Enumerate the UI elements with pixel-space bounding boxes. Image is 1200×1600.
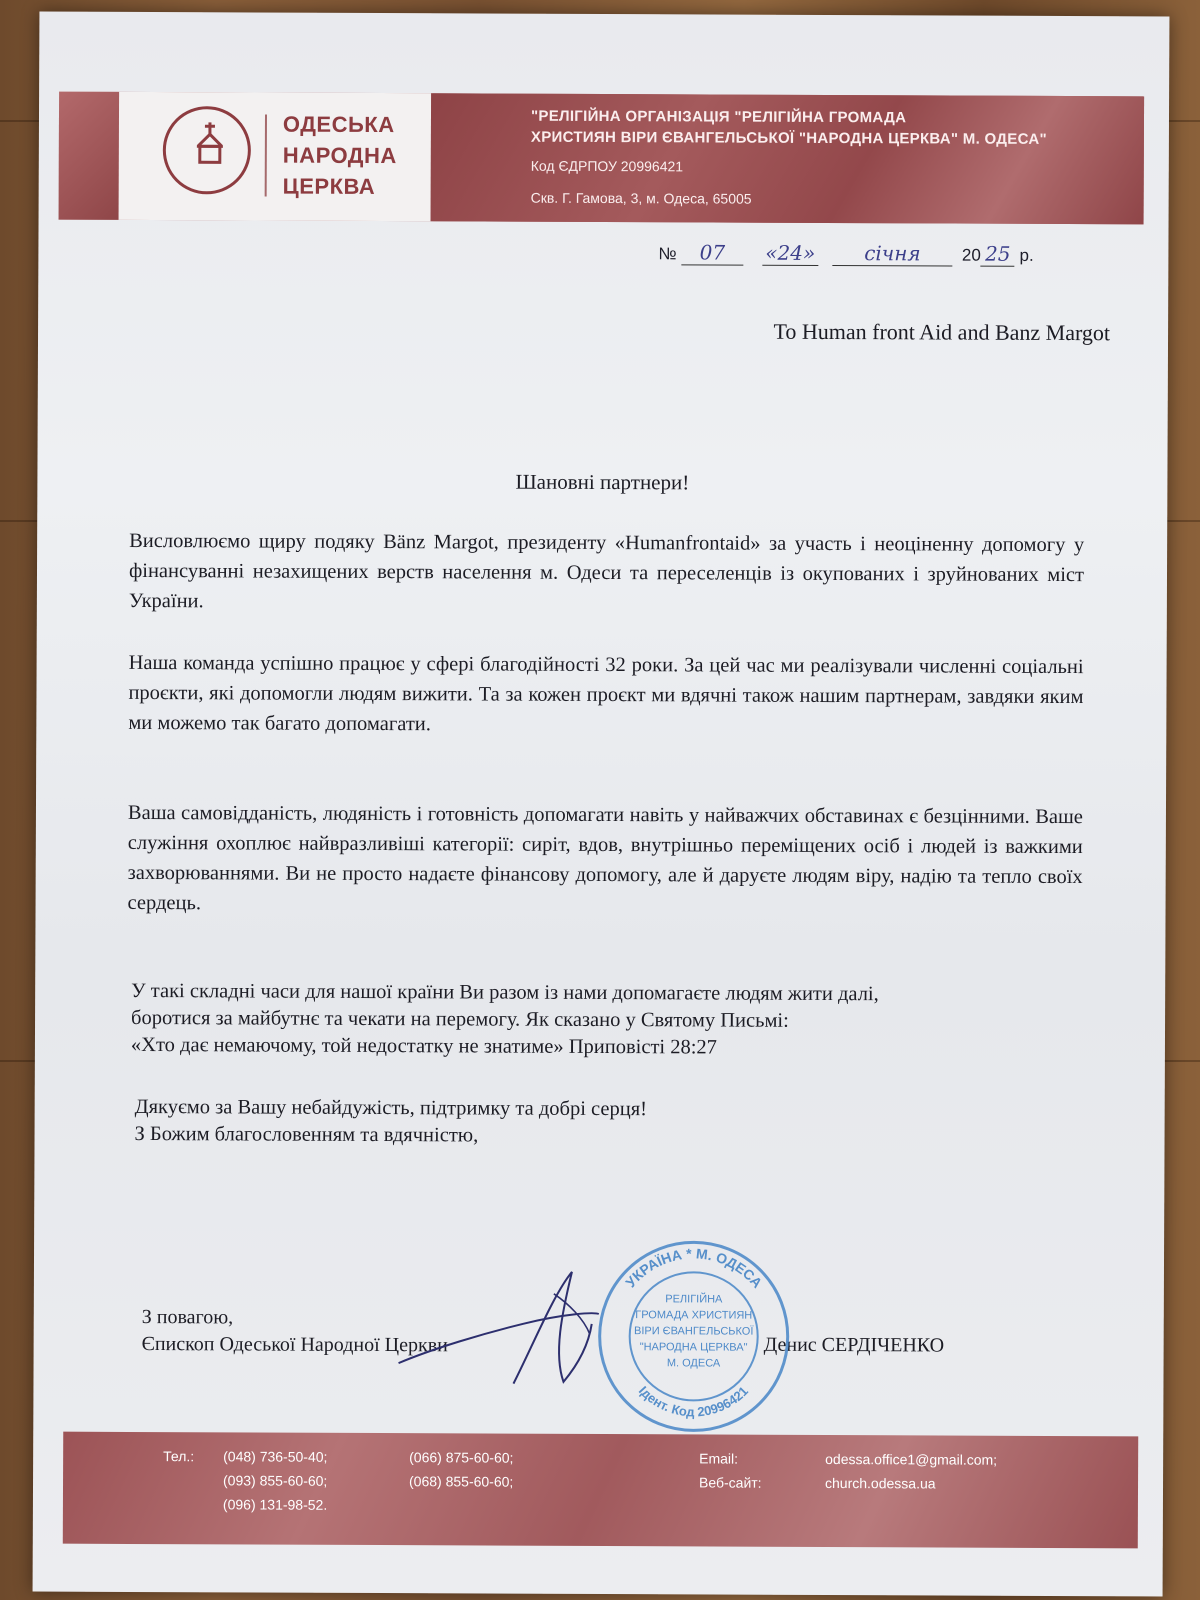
- stamp-inner-line: ГРОМАДА ХРИСТИЯН: [635, 1309, 753, 1322]
- scripture-quote: «Хто дає немаючому, той недостатку не знатиме» Приповісті 28:27: [130, 1033, 718, 1059]
- phones-column-2: [409, 1445, 514, 1493]
- letter-number: 07: [681, 240, 743, 265]
- email-address: odessa.office1@gmail.com;: [825, 1450, 998, 1468]
- letter-year: 25: [981, 242, 1015, 267]
- closing-line: У такі складні часи для нашої країни Ви разом із нами допомагаєте людям жити далі,: [131, 979, 879, 1006]
- number-label: №: [658, 244, 677, 264]
- svg-text:УКРАЇНА * М. ОДЕСА: [622, 1245, 765, 1291]
- signer-name: Денис СЕРДІЧЕНКО: [763, 1333, 945, 1357]
- org-title-line: "РЕЛІГІЙНА ОРГАНІЗАЦІЯ "РЕЛІГІЙНА ГРОМАДА: [530, 107, 907, 127]
- decorative-facet: [59, 92, 120, 220]
- stamp-inner-line: ВІРИ ЄВАНГЕЛЬСЬКОЇ: [633, 1325, 754, 1338]
- regards-line: З повагою,: [141, 1306, 234, 1329]
- closing-line: боротися за майбутнє та чекати на перемогу. Як сказано у Святому Письмі:: [131, 1006, 789, 1032]
- org-name-line: НАРОДНА: [282, 142, 397, 169]
- blessing-line: З Божим благословенням та вдячністю,: [134, 1122, 479, 1147]
- body-paragraph: Наша команда успішно працює у сфері благодійності 32 роки. За цей час ми реалізували численні соціальні проєкти, які допомогли людям вижити. Та за кожен проєкт ми вдячні також нашим партнерам, завдяки яким ми можемо так багато допомагати.: [128, 651, 1084, 736]
- thanks-block: [134, 1094, 1104, 1152]
- contact-values: [825, 1447, 997, 1496]
- stamp-outer-bottom: Ідент. Код 20996421: [635, 1383, 752, 1420]
- email-label: Email:: [699, 1450, 739, 1467]
- letter-month: січня: [832, 241, 952, 267]
- letterhead-logo-area: [59, 92, 434, 222]
- phone-number: (068) 855-60-60;: [409, 1473, 514, 1490]
- logo-divider: [265, 115, 267, 197]
- phone-number: (093) 855-60-60;: [223, 1472, 328, 1489]
- org-name: [283, 109, 397, 202]
- org-name-line: ЦЕРКВА: [282, 173, 376, 200]
- letter-number-date: [658, 240, 1033, 267]
- contact-labels: [699, 1446, 762, 1494]
- phones-column-1: [223, 1444, 328, 1516]
- body-paragraph: Висловлюємо щиру подяку Bänz Margot, президенту «Humanfrontaid» за участь і неоціненну допомогу у фінансуванні незахищених верств населення м. Одеси та переселенців із окупованих і зруйнованих міст України.: [128, 529, 1085, 613]
- phone-label: Тел.:: [163, 1448, 195, 1465]
- letterhead-details: [531, 106, 1131, 211]
- org-title-line: ХРИСТИЯН ВІРИ ЄВАНГЕЛЬСЬКОЇ "НАРОДНА ЦЕРКВА" М. ОДЕСА": [530, 128, 1047, 148]
- closing-paragraph: [131, 978, 1101, 1063]
- church-icon: [197, 122, 223, 164]
- registration-code: Код ЄДРПОУ 20996421: [530, 157, 684, 175]
- thanks-line: Дякуємо за Вашу небайдужість, підтримку та добрі серця!: [134, 1095, 648, 1121]
- salutation: Шановні партнери!: [515, 469, 690, 495]
- letter-page: [33, 12, 1170, 1597]
- stamp-inner-line: М. ОДЕСА: [666, 1357, 721, 1370]
- phone-number: (048) 736-50-40;: [223, 1448, 328, 1465]
- letter-day: «24»: [762, 241, 818, 266]
- year-prefix: 20: [961, 245, 981, 265]
- website-url: church.odessa.ua: [825, 1474, 936, 1492]
- recipient-line: To Human front Aid and Banz Margot: [773, 318, 1111, 346]
- body-paragraph: Ваша самовідданість, людяність і готовність допомагати навіть у найважчих обставинах є безцінними. Ваше служіння охоплює найвразливіші категорії: сиріт, вдов, внутрішньо переміщених осіб і людей із важкими захворюваннями. Ви не просто надаєте фінансову допомогу, але й даруєте людям віру, надію та тепло своїх сердець.: [127, 801, 1083, 915]
- stamp-inner-line: РЕЛІГІЙНА: [665, 1293, 723, 1306]
- letterhead-band: [59, 92, 1145, 225]
- stamp-outer-top: УКРАЇНА * М. ОДЕСА: [622, 1245, 766, 1291]
- official-stamp: [593, 1238, 794, 1435]
- phone-number: (096) 131-98-52.: [222, 1496, 328, 1513]
- phone-number: (066) 875-60-60;: [409, 1449, 514, 1466]
- handwritten-signature: [393, 1253, 604, 1394]
- org-name-line: ОДЕСЬКА: [282, 111, 395, 138]
- stamp-inner-line: "НАРОДНА ЦЕРКВА": [639, 1341, 748, 1354]
- signer-position: Єпископ Одеської Народної Церкви: [141, 1333, 448, 1357]
- year-label: р.: [1019, 245, 1034, 265]
- org-address: Скв. Г. Гамова, 3, м. Одеса, 65005: [530, 189, 752, 207]
- website-label: Веб-сайт:: [699, 1474, 762, 1491]
